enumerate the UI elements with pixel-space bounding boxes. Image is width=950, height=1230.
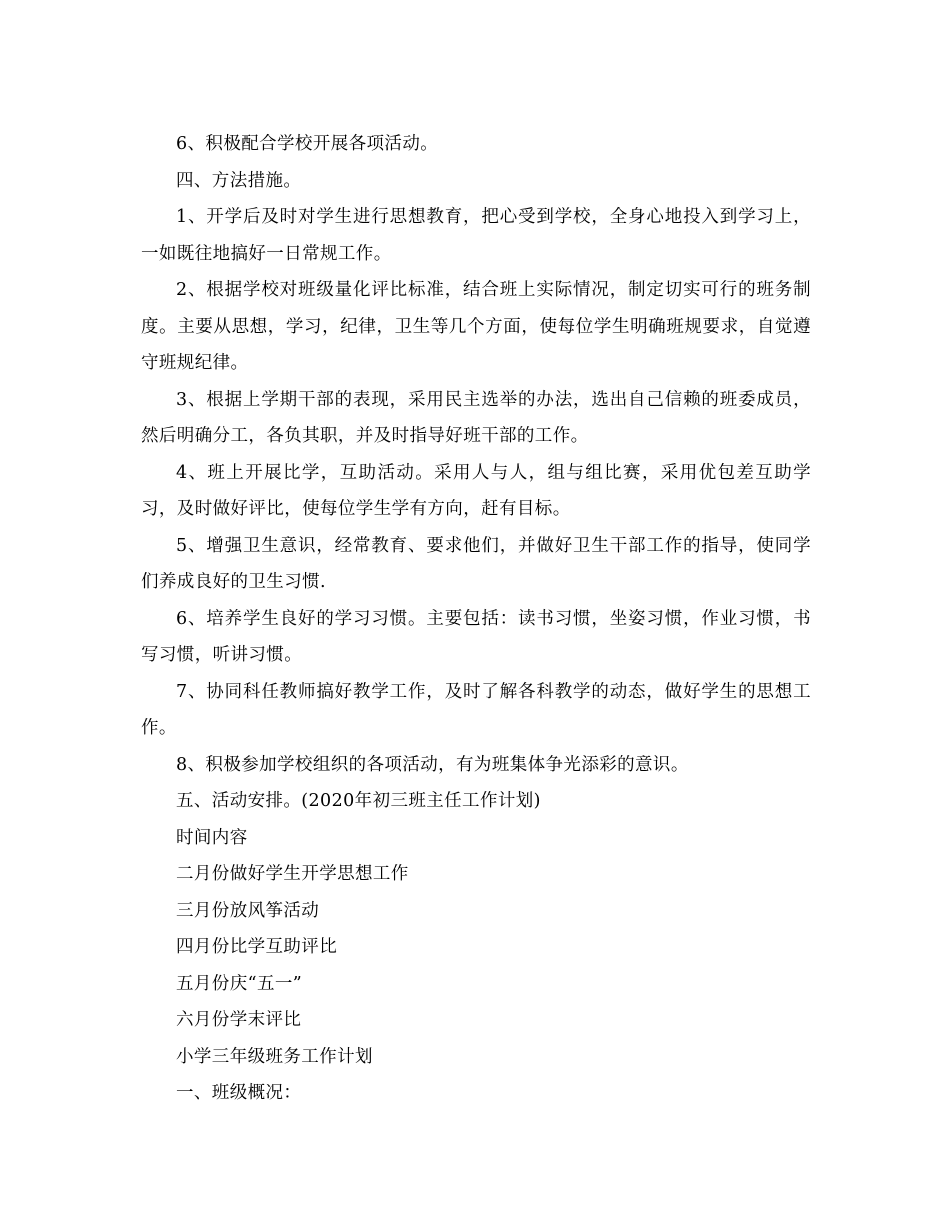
paragraph: 8、积极参加学校组织的各项活动，有为班集体争光添彩的意识。 xyxy=(176,754,689,775)
section-heading: 五、活动安排。(2020年初三班主任工作计划) xyxy=(176,791,541,811)
schedule-item: 六月份学末评比 xyxy=(176,1010,302,1030)
paragraph: 5、增强卫生意识，经常教育、要求他们，并做好卫生干部工作的指导，使同学们养成良好的卫生习惯. xyxy=(141,535,811,592)
schedule-item: 二月份做好学生开学思想工作 xyxy=(176,864,409,884)
paragraph: 2、根据学校对班级量化评比标准，结合班上实际情况，制定切实可行的班务制度。主要从思想，学习，纪律，卫生等几个方面，使每位学生明确班规要求，自觉遵守班规纪律。 xyxy=(141,280,811,373)
paragraph: 4、班上开展比学，互助活动。采用人与人，组与组比赛，采用优包差互助学习，及时做好评比，使每位学生学有方向，赶有目标。 xyxy=(141,462,811,519)
schedule-item: 四月份比学互助评比 xyxy=(176,937,338,957)
paragraph: 1、开学后及时对学生进行思想教育，把心受到学校，全身心地投入到学习上，一如既往地搞好一日常规工作。 xyxy=(141,207,811,264)
section-heading: 一、班级概况： xyxy=(176,1083,302,1103)
document-title: 小学三年级班务工作计划 xyxy=(176,1046,373,1067)
section-heading: 四、方法措施。 xyxy=(176,170,302,191)
paragraph: 7、协同科任教师搞好教学工作，及时了解各科教学的动态，做好学生的思想工作。 xyxy=(141,681,811,738)
paragraph: 6、积极配合学校开展各项活动。 xyxy=(176,134,439,154)
paragraph: 6、培养学生良好的学习习惯。主要包括：读书习惯，坐姿习惯，作业习惯，书写习惯，听讲习惯。 xyxy=(141,608,811,665)
paragraph: 3、根据上学期干部的表现，采用民主选举的办法，选出自己信赖的班委成员，然后明确分工，各负其职，并及时指导好班干部的工作。 xyxy=(141,389,811,446)
schedule-header: 时间内容 xyxy=(176,827,248,848)
schedule-item: 五月份庆“五一” xyxy=(176,973,303,994)
document-body xyxy=(141,126,811,1112)
schedule-item: 三月份放风筝活动 xyxy=(176,900,320,921)
